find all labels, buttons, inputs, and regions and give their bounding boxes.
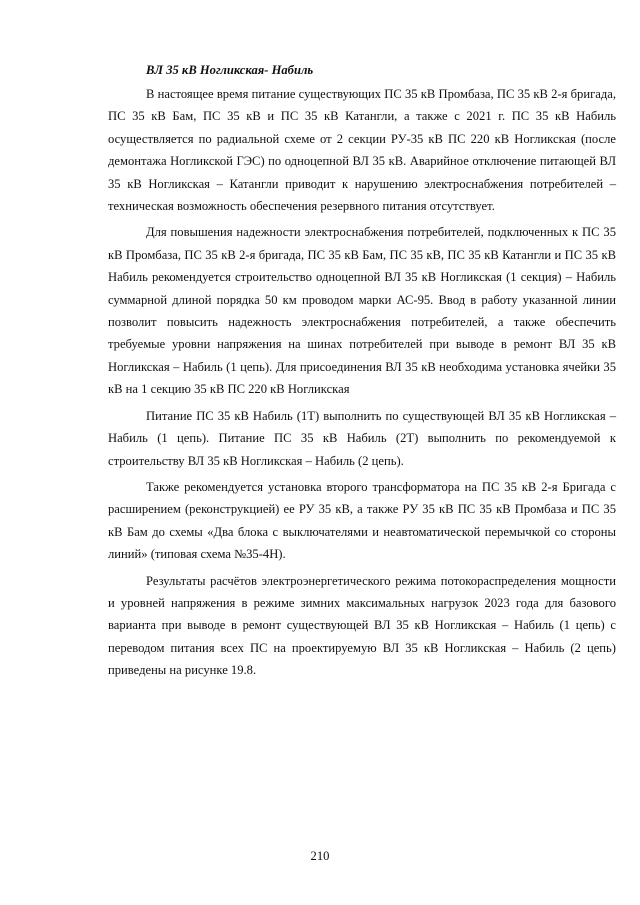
document-page	[108, 60, 616, 686]
section-heading: ВЛ 35 кВ Ногликская- Набиль	[146, 63, 314, 77]
paragraph-transformer-recommendation: Также рекомендуется установка второго трансформатора на ПС 35 кВ 2-я Бригада с расширением (реконструкцией) ее РУ 35 кВ, а также РУ 35 кВ ПС 35 кВ Промбаза и ПС 35 кВ Бам до схемы «Два блока с выключателями и неавтоматической перемычкой со стороны линий» (типовая схема №35-4Н).	[108, 479, 616, 562]
paragraph-current-supply: В настоящее время питание существующих ПС 35 кВ Промбаза, ПС 35 кВ 2-я бригада, ПС 35 кВ Бам, ПС 35 кВ и ПС 35 кВ Катангли, а также с 2021 г. ПС 35 кВ Набиль осуществляется по радиальной схеме от 2 секции РУ-35 кВ ПС 220 кВ Ногликская (после демонтажа Ногликской ГЭС) по одноцепной ВЛ 35 кВ. Аварийное отключение питающей ВЛ 35 кВ Ногликская – Катангли приводит к нарушению электроснабжения потребителей – техническая возможность обеспечения резервного питания отсутствует.	[108, 87, 616, 214]
paragraph-calculation-results: Результаты расчётов электроэнергетического режима потокораспределения мощности и уровней напряжения в режиме зимних максимальных нагрузок 2023 года для базового варианта при выводе в ремонт существующей ВЛ 35 кВ Ногликская – Набиль (1 цепь) с переводом питания всех ПС на проектируемую ВЛ 35 кВ Ногликская – Набиль (2 цепь) приведены на рисунке 19.8.	[108, 573, 616, 678]
paragraph-reliability-recommendation: Для повышения надежности электроснабжения потребителей, подключенных к ПС 35 кВ Промбаза, ПС 35 кВ 2-я бригада, ПС 35 кВ Бам, ПС 35 кВ, ПС 35 кВ Катангли и ПС 35 кВ Набиль рекомендуется строительство одноцепной ВЛ 35 кВ Ногликская (1 секция) – Набиль суммарной длиной порядка 50 км проводом марки АС-95. Ввод в работу указанной линии позволит повысить надежность электроснабжения потребителей, а также обеспечить требуемые уровни напряжения на шинах потребителей при выводе в ремонт ВЛ 35 кВ Ногликская – Набиль (1 цепь). Для присоединения ВЛ 35 кВ необходима установка ячейки 35 кВ на 1 секцию 35 кВ ПС 220 кВ Ногликская	[108, 225, 616, 397]
page-number: 210	[310, 849, 330, 863]
paragraph-supply-circuits: Питание ПС 35 кВ Набиль (1Т) выполнить по существующей ВЛ 35 кВ Ногликская – Набиль (1 цепь). Питание ПС 35 кВ Набиль (2Т) выполнить по рекомендуемой к строительству ВЛ 35 кВ Ногликская – Набиль (2 цепь).	[108, 408, 616, 468]
